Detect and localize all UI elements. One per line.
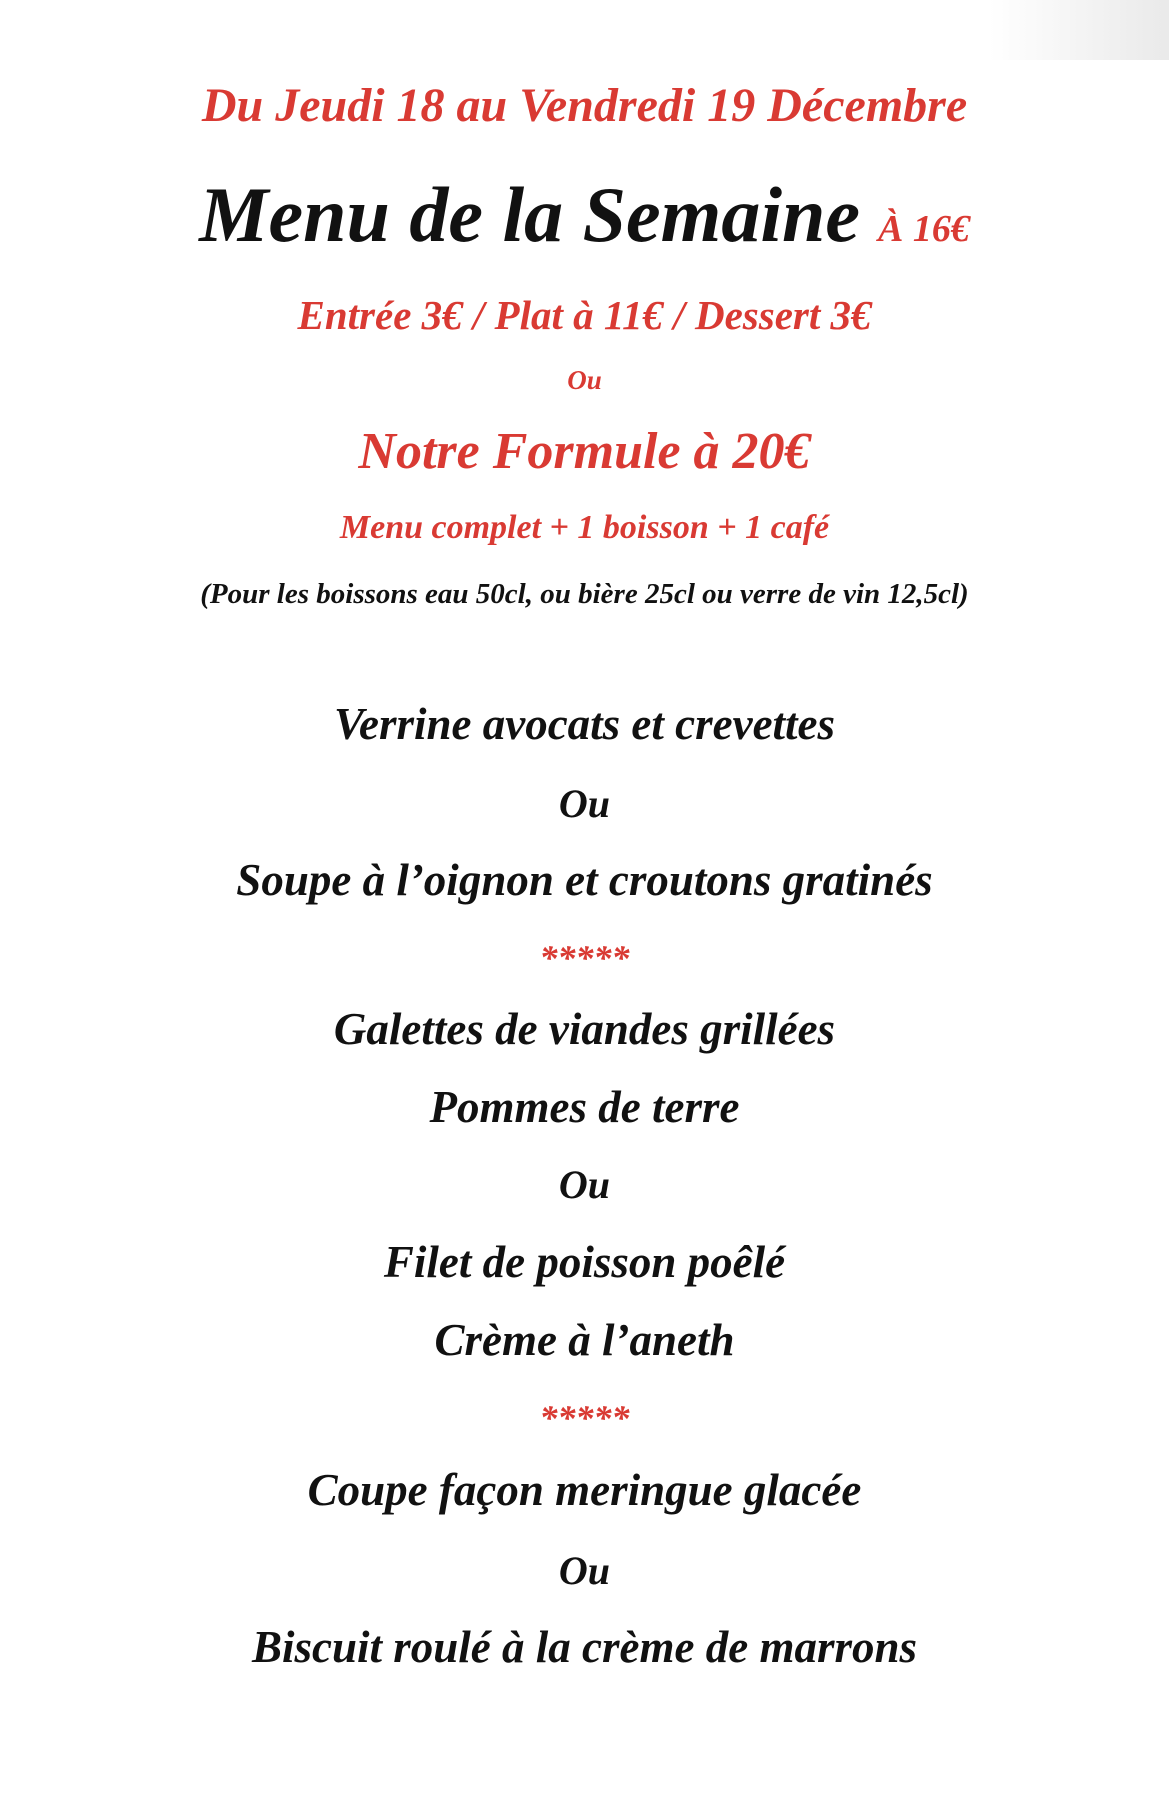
formula-description: Menu complet + 1 boisson + 1 café <box>339 509 830 546</box>
menu-title-row <box>0 171 1169 258</box>
main-option-2-side: Crème à l’aneth <box>434 1315 735 1365</box>
main-option-2: Filet de poisson poêlé <box>383 1237 786 1287</box>
main-option-1: Galettes de viandes grillées <box>333 1004 836 1054</box>
starter-option-2: Soupe à l’oignon et croutons gratinés <box>236 855 933 905</box>
course-separator: ***** <box>539 1398 630 1438</box>
starter-option-1: Verrine avocats et crevettes <box>333 699 836 749</box>
dessert-option-1: Coupe façon meringue glacée <box>307 1465 862 1515</box>
dessert-option-2: Biscuit roulé à la crème de marrons <box>251 1622 918 1672</box>
page-corner-shadow <box>989 0 1169 60</box>
drinks-note: (Pour les boissons eau 50cl, ou bière 25cl ou verre de vin 12,5cl) <box>200 578 969 610</box>
price-breakdown: Entrée 3€ / Plat à 11€ / Dessert 3€ <box>297 292 872 338</box>
formula-title: Notre Formule à 20€ <box>358 423 811 480</box>
menu-price: À 16€ <box>878 208 970 250</box>
header-or-label: Ou <box>567 365 602 395</box>
date-range: Du Jeudi 18 au Vendredi 19 Décembre <box>201 79 968 132</box>
dessert-or-label: Ou <box>558 1548 611 1593</box>
starter-or-label: Ou <box>558 781 611 826</box>
course-separator: ***** <box>539 938 630 978</box>
main-or-label: Ou <box>558 1162 611 1207</box>
menu-title: Menu de la Semaine <box>199 171 860 258</box>
main-option-1-side: Pommes de terre <box>429 1082 740 1132</box>
